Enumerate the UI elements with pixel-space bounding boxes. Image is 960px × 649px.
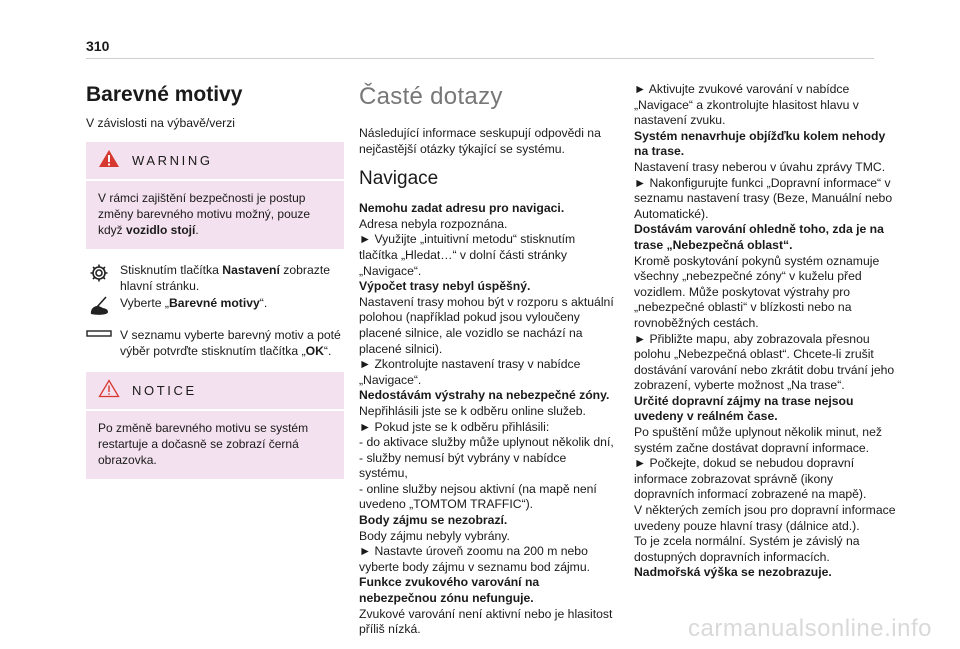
step-text-bold: Nastavení: [222, 263, 280, 278]
warning-box: [86, 142, 344, 250]
warning-header: [86, 142, 344, 182]
faq-answer: Nastavení trasy neberou v úvahu zprávy TMC.: [634, 159, 886, 174]
faq-question: Funkce zvukového varování na nebezpečnou zónu nefunguje.: [359, 575, 540, 606]
faq-answer: ► Nakonfigurujte funkci „Dopravní informace“ v seznamu nastavení trasy (Beze, Manuální nebo Automatické).: [634, 175, 893, 221]
faq-question: Určité dopravní zájmy na trase nejsou uvedeny v reálném čase.: [634, 393, 854, 424]
list-bar-icon: [86, 328, 112, 340]
step-text: V seznamu vyberte barevný motiv a poté výběr potvrďte stisknutím tlačítka „: [120, 328, 341, 358]
faq-answer: - do aktivace služby může uplynout několik dní,: [359, 435, 614, 450]
section-title: Barevné motivy: [86, 83, 243, 106]
section-subtitle: V závislosti na výbavě/verzi: [86, 116, 236, 130]
notice-triangle-icon: [98, 379, 120, 403]
faq-answer: ► Zkontrolujte nastavení trasy v nabídce „Navigace“.: [359, 357, 581, 387]
step-select-theme: [86, 328, 344, 359]
step-settings: [86, 263, 344, 294]
step-text-bold: OK: [305, 343, 324, 358]
step-text-bold: Barevné motivy: [169, 296, 260, 311]
warning-triangle-icon: [98, 149, 120, 173]
warning-text: [86, 181, 344, 249]
faq-answer: Nepřihlásili jste se k odběru online služeb.: [359, 403, 586, 418]
step-settings-text: [120, 263, 344, 294]
faq-title: Časté dotazy: [359, 83, 503, 110]
warning-text-part: V rámci zajištění bezpečnosti je postup změny barevného motivu možný, pouze když: [98, 191, 311, 238]
faq-intro: Následující informace seskupují odpovědi na nejčastější otázky týkající se systému.: [359, 126, 601, 156]
faq-answer: ► Pokud jste se k odběru přihlásili:: [359, 419, 550, 434]
faq-list-right: [634, 82, 896, 581]
step-text: “.: [259, 296, 268, 311]
column-left: [86, 82, 344, 493]
faq-answer: Kromě poskytování pokynů systém oznamuje všechny „nebezpečné zóny“ v kuželu před vozidlem. Může poskytovat výstrahy pro „nebezpečné oblasti“ v blízkosti nebo na rovnoběžných cestách.: [634, 253, 880, 330]
faq-list-middle: [359, 201, 617, 638]
notice-header: [86, 372, 344, 412]
faq-question: Nedostávám výstrahy na nebezpečné zóny.: [359, 388, 610, 403]
faq-answer: ► Aktivujte zvukové varování v nabídce „Navigace“ a zkontrolujte hlasitost hlavu v nastavení zvuku.: [634, 82, 859, 128]
step-color-themes-text: [120, 296, 344, 312]
notice-box: [86, 372, 344, 480]
step-select-theme-text: [120, 328, 344, 359]
step-text: Stisknutím tlačítka: [120, 263, 223, 278]
faq-answer: V některých zemích jsou pro dopravní informace uvedeny pouze hlavní trasy (dálnice atd.).: [634, 503, 896, 533]
warning-heading: WARNING: [132, 152, 213, 168]
notice-text: Po změně barevného motivu se systém restartuje a dočasně se zobrazí černá obrazovka.: [98, 421, 309, 468]
faq-question: Výpočet trasy nebyl úspěšný.: [359, 279, 531, 294]
faq-answer: Po spuštění může uplynout několik minut, než systém začne dostávat dopravní informace.: [634, 425, 882, 455]
step-text: Vyberte „: [120, 296, 169, 311]
warning-text-bold: vozidlo stojí: [126, 223, 196, 238]
navigation-heading: Navigace: [359, 168, 439, 190]
faq-answer: ► Nastavte úroveň zoomu na 200 m nebo vyberte body zájmu v seznamu bod zájmu.: [359, 544, 590, 574]
faq-answer: Body zájmu nebyly vybrány.: [359, 528, 510, 543]
faq-answer: Nastavení trasy mohou být v rozporu s aktuální polohou (například pokud jsou vyloučeny placené silnice, ale vozidlo se nachází na placené silnici).: [359, 294, 614, 356]
notice-heading: NOTICE: [132, 382, 197, 398]
faq-question: Body zájmu se nezobrazí.: [359, 513, 508, 528]
step-text: zobrazte hlavní stránku.: [120, 263, 331, 293]
gear-icon: [86, 263, 112, 283]
faq-answer: ► Využijte „intuitivní metodu“ stisknutím tlačítka „Hledat…“ v dolní části stránky „Navigace“.: [359, 232, 576, 278]
faq-answer: - online služby nejsou aktivní (na mapě není uvedeno „TOMTOM TRAFFIC“).: [359, 481, 597, 512]
warning-text-end: .: [195, 223, 199, 238]
faq-answer: - služby nemusí být vybrány v nabídce systému,: [359, 450, 567, 481]
header-divider: [86, 58, 874, 59]
faq-question: Dostávám varování ohledně toho, zda je na trase „Nebezpečná oblast“.: [634, 222, 884, 252]
column-right: [634, 82, 896, 581]
faq-question: Nadmořská výška se nezobrazuje.: [634, 565, 832, 580]
faq-question: Systém nenavrhuje objížďku kolem nehody na trase.: [634, 128, 886, 159]
step-color-themes: [86, 296, 344, 316]
faq-answer: Zvukové varování není aktivní nebo je hlasitost příliš nízká.: [359, 606, 613, 637]
faq-question: Nemohu zadat adresu pro navigaci.: [359, 201, 565, 216]
faq-answer: To je zcela normální. Systém je závislý na dostupných dopravních informacích.: [634, 534, 860, 564]
column-middle: [359, 82, 617, 638]
palette-icon: [86, 296, 112, 316]
watermark: carmanualsonline.info: [688, 615, 932, 642]
faq-answer: ► Přibližte mapu, aby zobrazovala přesnou polohu „Nebezpečná oblast“. Chcete-li zrušit dostávání varování nebo zkrátit dobu trvání jeho zobrazení, vyberte možnost „Na trase“.: [634, 331, 895, 393]
faq-answer: Adresa nebyla rozpoznána.: [359, 216, 508, 231]
faq-answer: ► Počkejte, dokud se nebudou dopravní informace zobrazovat správně (ikony dopravních informací zobrazené na mapě).: [634, 456, 867, 502]
step-text: “.: [323, 343, 332, 358]
page-number: 310: [86, 38, 110, 54]
